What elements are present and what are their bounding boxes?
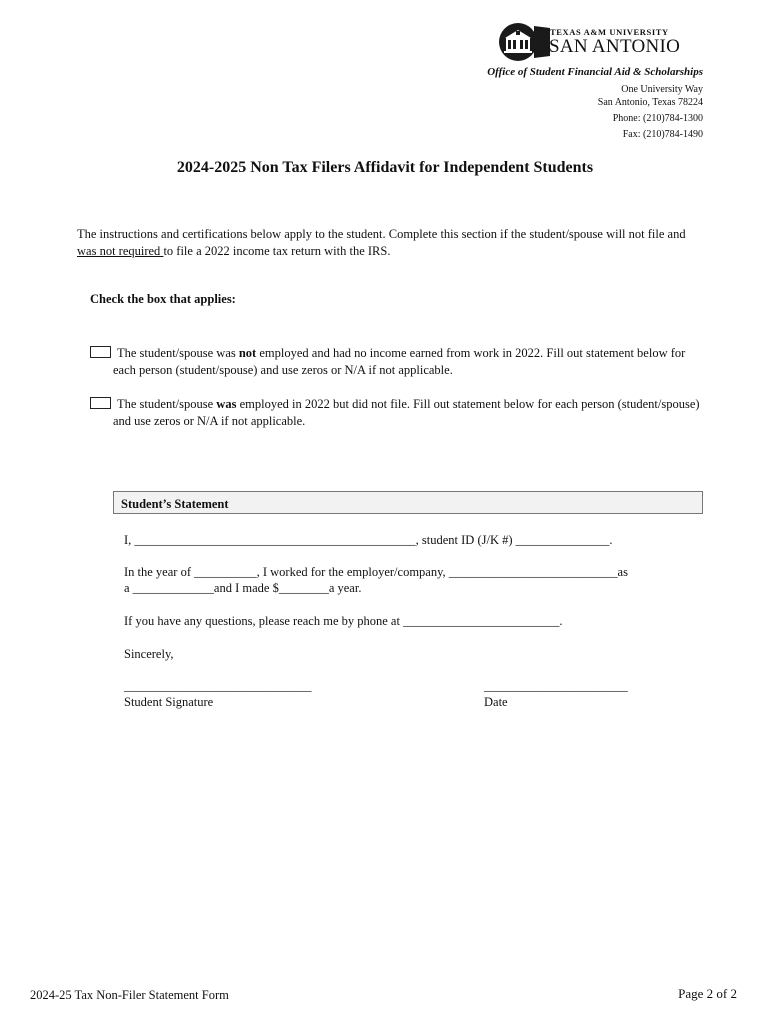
signature-label: Student Signature [124, 695, 214, 709]
logo-university-text: TEXAS A&M UNIVERSITY [550, 27, 669, 37]
option-not-employed-text [113, 345, 703, 379]
closing-text: Sincerely, [124, 647, 174, 661]
option-2-bold: was [216, 397, 237, 411]
instructions-paragraph [77, 226, 697, 260]
statement-name-line[interactable]: I, _____________________________________________, student ID (J/K #) _______________. [124, 533, 613, 547]
check-heading: Check the box that applies: [90, 292, 236, 306]
option-1-prefix: The student/spouse was [117, 346, 239, 360]
page-title: 2024-2025 Non Tax Filers Affidavit for Independent Students [176, 159, 594, 176]
option-1-bold: not [238, 346, 257, 360]
student-statement-header [113, 491, 703, 514]
statement-phone-line[interactable]: If you have any questions, please reach me by phone at _________________________. [124, 614, 563, 628]
statement-income-line[interactable]: a _____________and I made $________a year. [124, 581, 362, 595]
instructions-text-1: The instructions and certifications below apply to the student. Complete this section if the student/spouse will not file and [77, 227, 686, 241]
university-seal-icon [498, 22, 550, 62]
option-1-suffix: employed and had no income earned from work in 2022. Fill out statement below for each person (student/spouse) and use zeros or N/A if not applicable. [113, 346, 686, 377]
fax-number: Fax: (210)784-1490 [622, 129, 703, 140]
student-statement-title: Student’s Statement [121, 497, 229, 511]
instructions-text-2: to file a 2022 income tax return with the IRS. [163, 244, 391, 258]
footer-form-name: 2024-25 Tax Non-Filer Statement Form [30, 988, 229, 1002]
logo-campus-text: SAN ANTONIO [549, 36, 681, 57]
instructions-underlined: was not required [77, 244, 164, 258]
date-line[interactable]: _______________________ [484, 679, 628, 693]
option-2-prefix: The student/spouse [117, 397, 217, 411]
option-not-employed-checkbox[interactable] [90, 346, 111, 358]
phone-number: Phone: (210)784-1300 [612, 113, 703, 124]
office-name: Office of Student Financial Aid & Scholarships [487, 66, 703, 78]
address-line-2: San Antonio, Texas 78224 [597, 97, 703, 108]
footer-page-number: Page 2 of 2 [678, 986, 737, 1001]
address-line-1: One University Way [621, 84, 703, 95]
option-employed-checkbox[interactable] [90, 397, 111, 409]
university-logo [498, 22, 703, 62]
option-employed-text [113, 396, 703, 430]
statement-employment-line[interactable]: In the year of __________, I worked for the employer/company, ___________________________as [124, 565, 628, 579]
option-2-suffix: employed in 2022 but did not file. Fill out statement below for each person (student/spouse) and use zeros or N/A if not applicable. [113, 397, 700, 428]
date-label: Date [484, 695, 508, 709]
signature-line[interactable]: ______________________________ [124, 679, 312, 693]
